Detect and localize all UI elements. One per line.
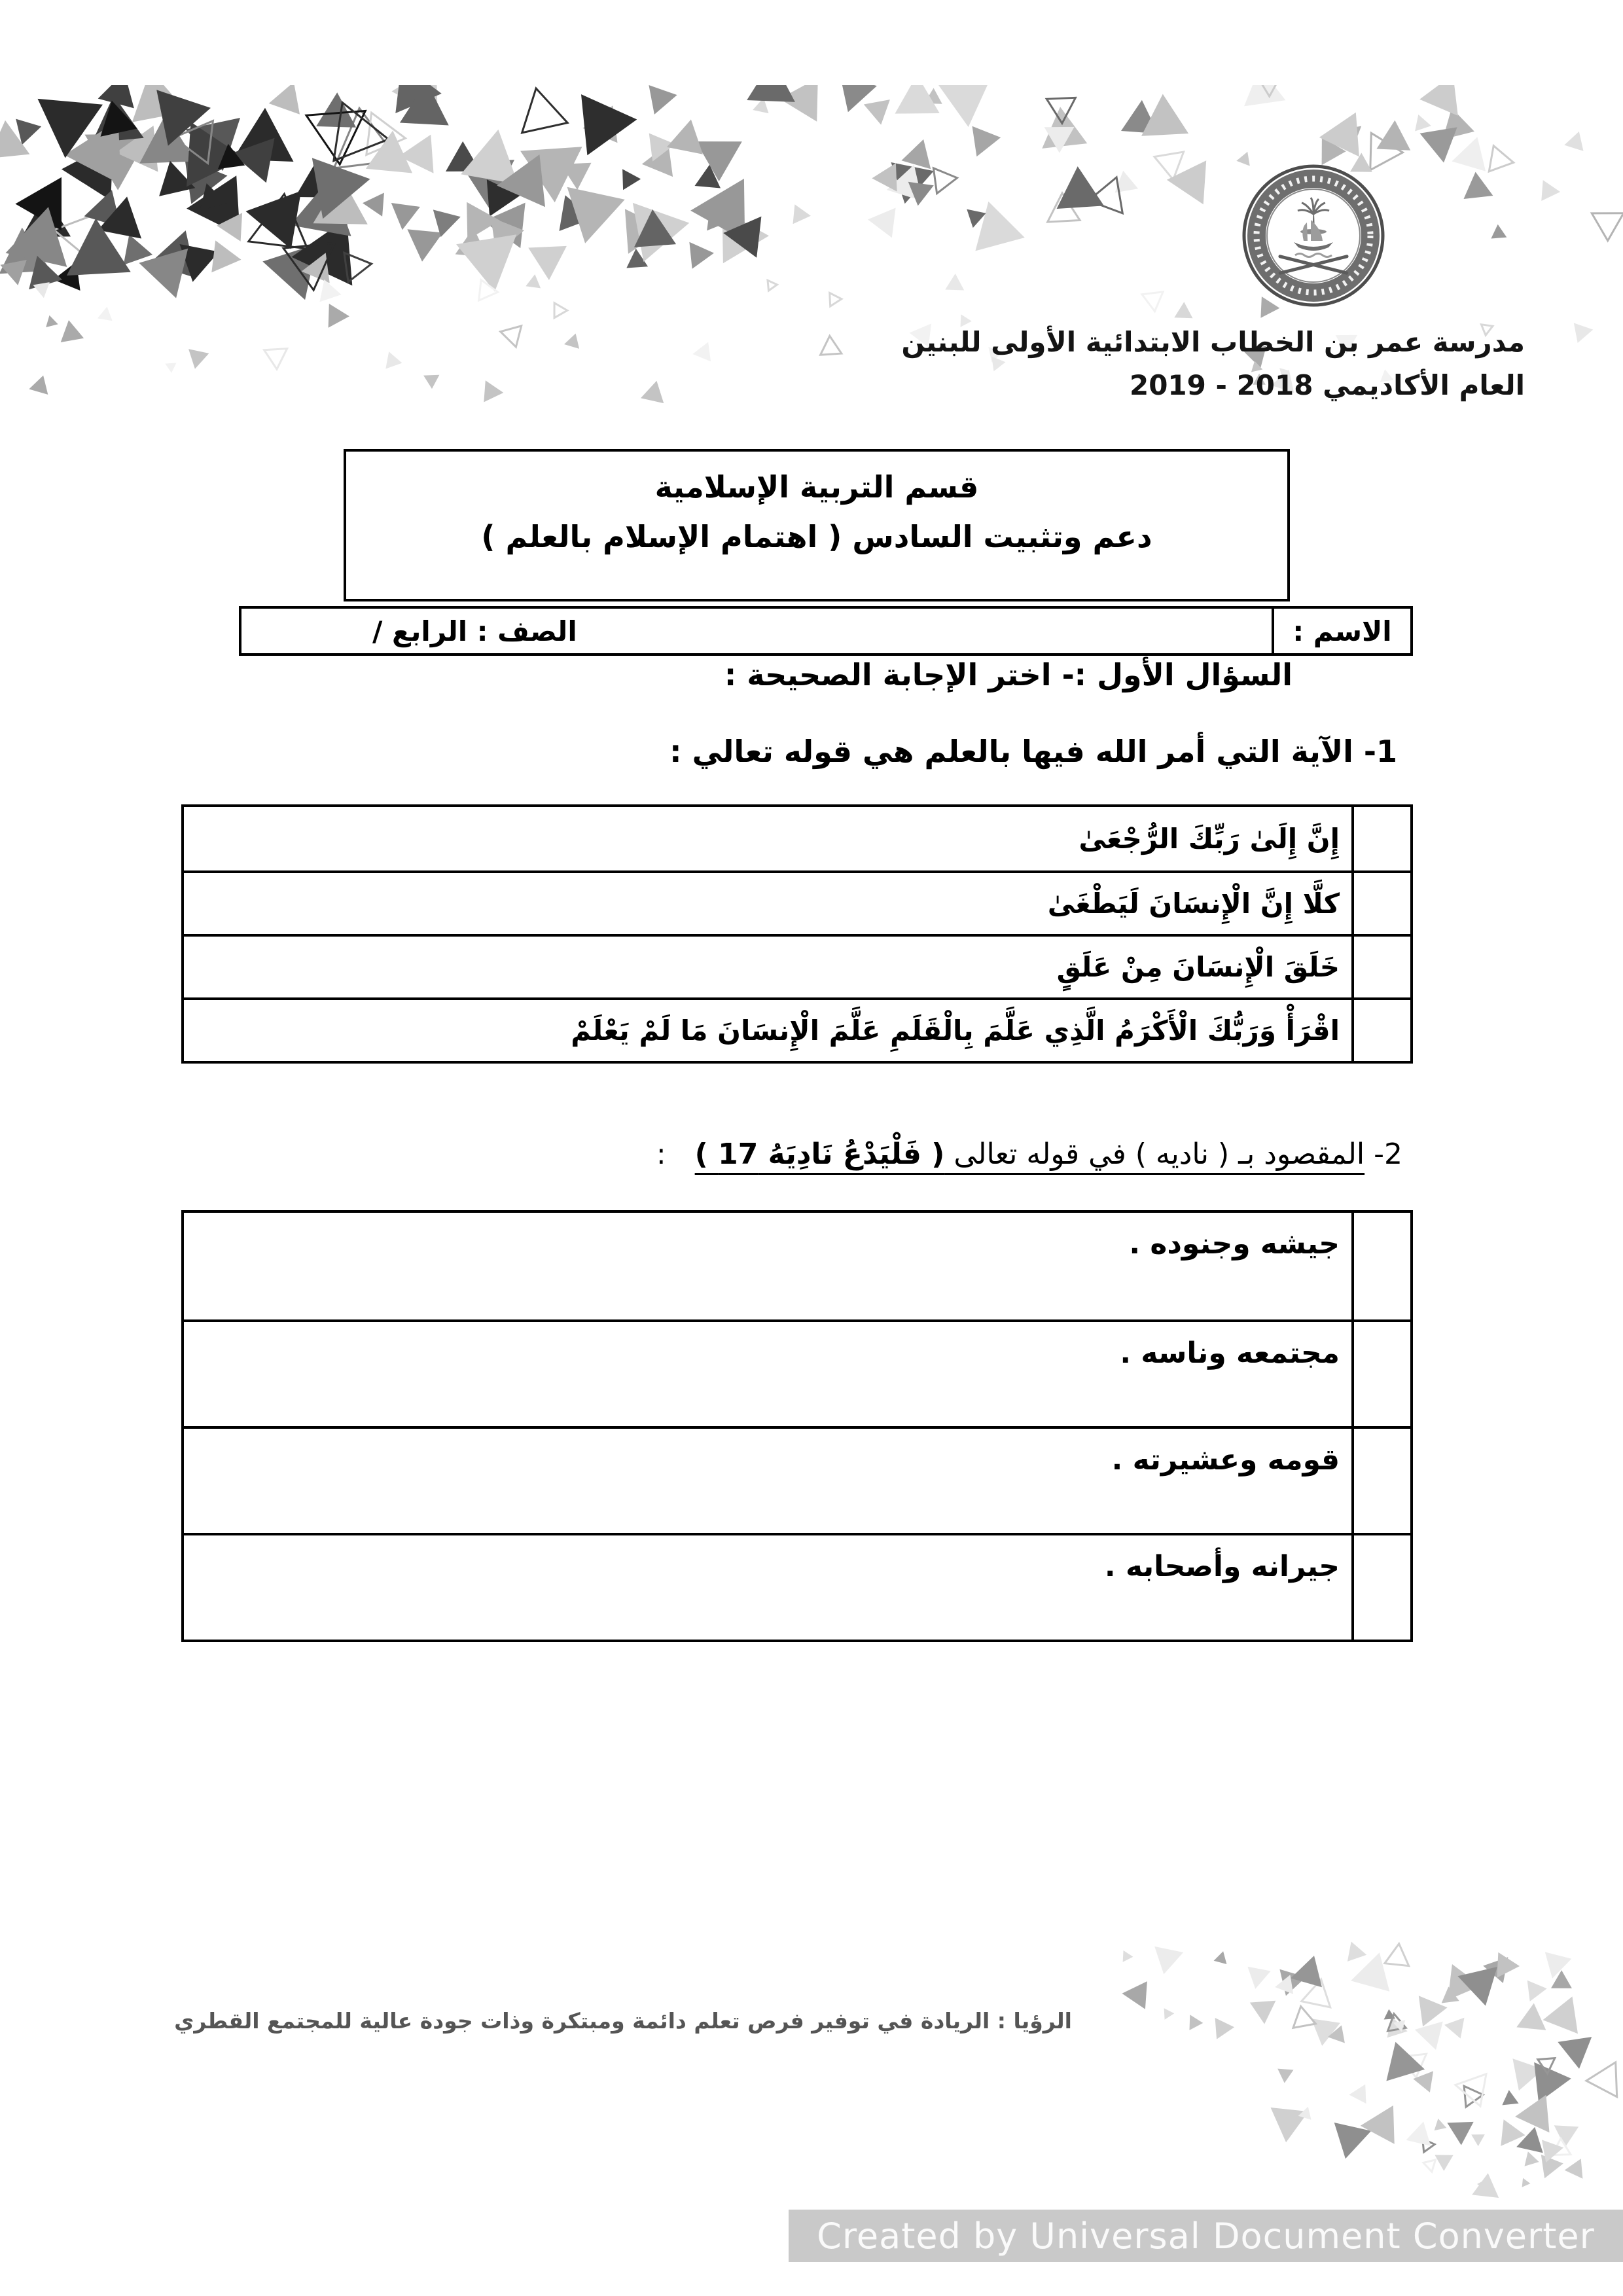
question2-text xyxy=(656,1138,1402,1171)
question2-options-table xyxy=(181,1210,1413,1642)
department-title: قسم التربية الإسلامية xyxy=(654,469,979,505)
question2-underlined xyxy=(695,1138,1364,1171)
option-row xyxy=(184,934,1410,997)
answer-cell[interactable] xyxy=(1351,1322,1410,1426)
option-row xyxy=(184,870,1410,934)
school-vision-text: الرؤيا : الريادة في توفير فرص تعلم دائمة ومبتكرة وذات جودة عالية للمجتمع القطري xyxy=(174,2008,1072,2034)
worksheet-topic: دعم وتثبيت السادس ( اهتمام الإسلام بالعلم ) xyxy=(481,519,1152,554)
school-name: مدرسة عمر بن الخطاب الابتدائية الأولى للبنين xyxy=(901,326,1525,358)
section-heading: السؤال الأول :- اختر الإجابة الصحيحة : xyxy=(724,657,1293,692)
academic-year: العام الأكاديمي 2018 - 2019 xyxy=(1129,369,1525,401)
option-text: إِنَّ إِلَىٰ رَبِّكَ الرُّجْعَىٰ xyxy=(1079,823,1340,855)
name-label-cell xyxy=(1272,609,1410,653)
option-text: كلَّا إِنَّ الْإِنسَانَ لَيَطْغَىٰ xyxy=(1047,888,1340,920)
footer-triangle-decoration xyxy=(1021,1931,1623,2206)
option-text: خَلَقَ الْإِنسَانَ مِنْ عَلَقٍ xyxy=(1056,951,1340,983)
option-row xyxy=(184,1213,1410,1319)
question1-text: 1- الآية التي أمر الله فيها بالعلم هي قوله تعالي : xyxy=(669,734,1397,769)
question2-colon: : xyxy=(656,1138,666,1171)
option-row xyxy=(184,1426,1410,1533)
name-label: الاسم : xyxy=(1293,615,1392,647)
option-text: مجتمعه وناسه . xyxy=(1120,1336,1340,1370)
option-text: جيشه وجنوده . xyxy=(1129,1227,1340,1261)
answer-cell[interactable] xyxy=(1351,873,1410,934)
worksheet-title-box xyxy=(344,449,1290,601)
question2-number: 2- xyxy=(1374,1138,1402,1171)
answer-cell[interactable] xyxy=(1351,1535,1410,1640)
question2-lead: المقصود بـ ( ناديه ) في قوله تعالى xyxy=(944,1138,1365,1171)
answer-cell[interactable] xyxy=(1351,937,1410,997)
class-label: الصف : الرابع / xyxy=(372,615,577,647)
option-row xyxy=(184,807,1410,870)
watermark-bar xyxy=(789,2210,1623,2262)
answer-cell[interactable] xyxy=(1351,1429,1410,1533)
option-text: قومه وعشيرته . xyxy=(1111,1443,1340,1477)
watermark-text: Created by Universal Document Converter xyxy=(817,2215,1595,2257)
option-row xyxy=(184,1319,1410,1426)
option-text: اقْرَأْ وَرَبُّكَ الْأَكْرَمُ الَّذِي عَلَّمَ بِالْقَلَمِ عَلَّمَ الْإِنسَانَ مَا لَمْ يَعْلَمْ xyxy=(571,1014,1340,1047)
option-text: جيرانه وأصحابه . xyxy=(1104,1550,1340,1583)
option-row xyxy=(184,997,1410,1061)
option-row xyxy=(184,1533,1410,1640)
ministry-emblem-logo xyxy=(1241,164,1385,308)
answer-cell[interactable] xyxy=(1351,1213,1410,1319)
name-entry-area[interactable] xyxy=(241,609,1272,653)
question2-quran-quote: ( فَلْيَدْعُ نَادِيَهُ 17 ) xyxy=(694,1138,945,1171)
student-info-row xyxy=(239,606,1413,656)
question1-options-table xyxy=(181,804,1413,1064)
school-header xyxy=(901,321,1525,407)
answer-cell[interactable] xyxy=(1351,1000,1410,1061)
answer-cell[interactable] xyxy=(1351,807,1410,870)
